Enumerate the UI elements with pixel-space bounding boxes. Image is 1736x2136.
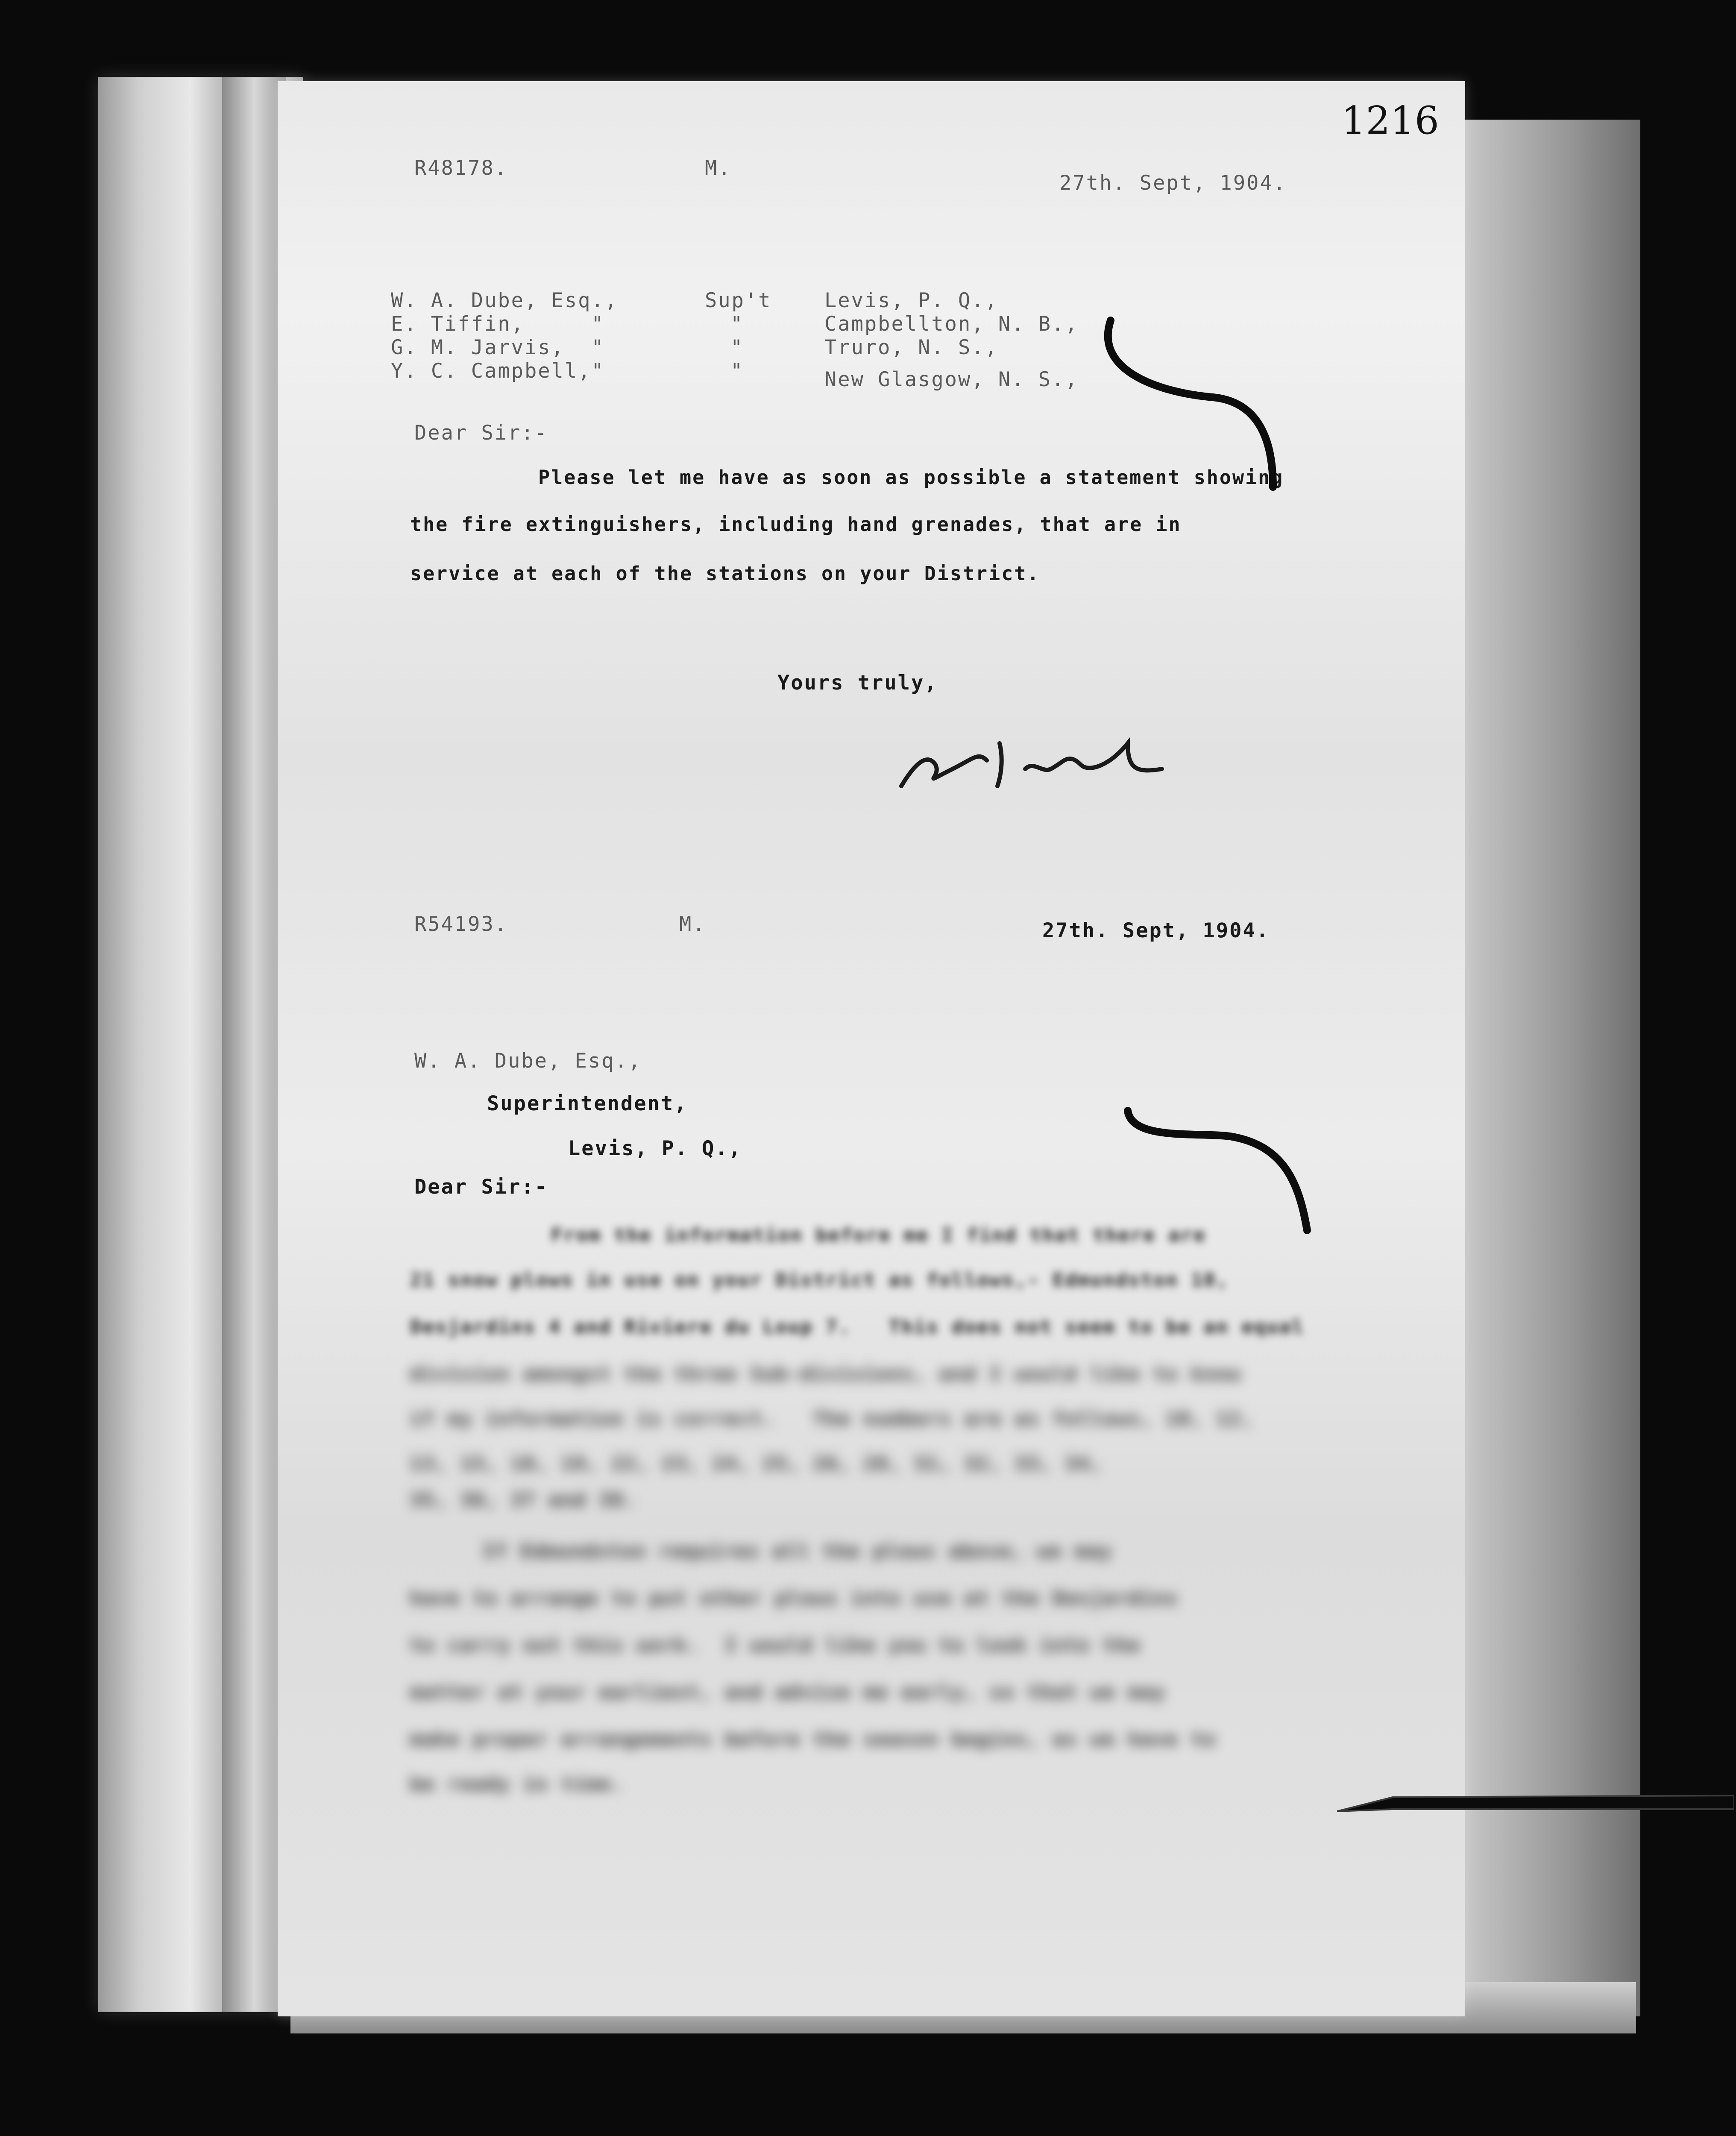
page-number: 1216: [1341, 98, 1440, 143]
pointer-pen: [1337, 1792, 1734, 1818]
blurred-body-line: make proper arrangements before the season begins, as we have to: [410, 1728, 1217, 1750]
next-page-edge: [1444, 120, 1640, 2016]
blurred-body-line: If Edmundston requires all the plows above, we may: [483, 1540, 1113, 1562]
recipient-name: W. A. Dube, Esq.,: [391, 289, 619, 312]
letter1-closing: Yours truly,: [777, 671, 938, 695]
recipient-place: Levis, P. Q.,: [824, 289, 998, 312]
address-line: Superintendent,: [487, 1092, 688, 1115]
recipient-title: ": [730, 336, 744, 359]
address-line: Levis, P. Q.,: [568, 1137, 742, 1160]
blurred-body-line: 35, 36, 37 and 38.: [410, 1489, 637, 1511]
letter1-body-line: the fire extinguishers, including hand grenades, that are in: [410, 513, 1182, 536]
recipient-name: Y. C. Campbell,": [391, 359, 605, 383]
letter2-ref: R54193.: [414, 912, 508, 936]
blurred-body-line: to carry out this work. I would like you to look into the: [410, 1634, 1141, 1656]
address-line: W. A. Dube, Esq.,: [414, 1049, 642, 1073]
recipient-title: ": [730, 312, 744, 336]
recipient-name: G. M. Jarvis, ": [391, 336, 605, 359]
letter1-salutation: Dear Sir:-: [414, 421, 548, 445]
recipient-title: ": [730, 359, 744, 383]
letter1-date: 27th. Sept, 1904.: [1059, 171, 1287, 195]
recipient-title: Sup't: [705, 289, 772, 312]
letter1-body-line: Please let me have as soon as possible a statement showing: [538, 466, 1284, 489]
pen-stroke: [1094, 308, 1307, 504]
letter2-initial: M.: [679, 912, 706, 936]
letter1-body-line: service at each of the stations on your District.: [410, 562, 1040, 585]
recipient-place: New Glasgow, N. S.,: [824, 368, 1079, 391]
letter1-ref: R48178.: [414, 156, 508, 180]
blurred-body-line: From the information before me I find that there are: [551, 1224, 1206, 1246]
blurred-body-line: have to arrange to put other plows into use at the Desjardins: [410, 1587, 1179, 1609]
blurred-body-line: 13, 15, 18, 19, 22, 23, 24, 25, 26, 28, 31, 32, 33, 34,: [410, 1453, 1103, 1475]
blurred-body-line: Desjardins 4 and Riviere du Loup 7. This does not seem to be an equal: [410, 1316, 1305, 1338]
blurred-body-line: division amongst the three Sub-divisions, and I would like to know: [410, 1363, 1242, 1385]
recipient-place: Truro, N. S.,: [824, 336, 998, 359]
letter2-salutation: Dear Sir:-: [414, 1175, 548, 1199]
blurred-body-line: matter at your earliest, and advise me early, so that we may: [410, 1681, 1166, 1703]
letter2-date: 27th. Sept, 1904.: [1042, 919, 1270, 942]
blurred-body-line: if my information is correct. The numbers are as follows, 10, 12,: [410, 1408, 1254, 1430]
recipient-place: Campbellton, N. B.,: [824, 312, 1079, 336]
recipient-name: E. Tiffin, ": [391, 312, 605, 336]
blurred-body-line: be ready in time.: [410, 1773, 625, 1795]
page-fold: [222, 77, 286, 2012]
signature: [889, 718, 1205, 803]
blurred-body-line: 21 snow plows in use on your District as follows,- Edmundston 10,: [410, 1269, 1229, 1291]
letter1-initial: M.: [705, 156, 732, 180]
